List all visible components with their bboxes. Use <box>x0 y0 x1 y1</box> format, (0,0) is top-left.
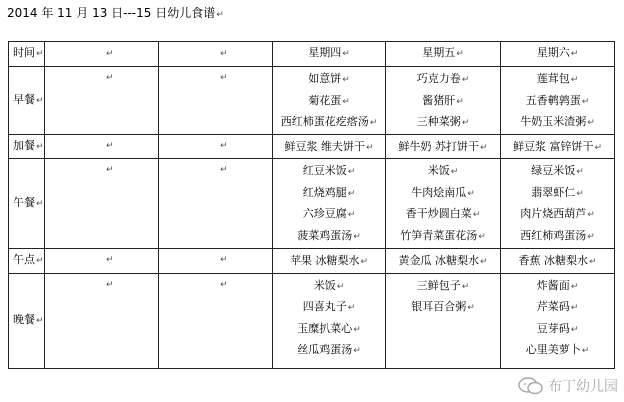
return-mark-icon: ↵ <box>106 140 114 151</box>
food-item <box>386 112 500 134</box>
food-cell-saturday <box>501 67 615 135</box>
food-item-text: 玉糜扒菜心 <box>297 321 353 335</box>
food-item-text: 五香鹌鹑蛋 <box>525 93 581 107</box>
header-empty-cell <box>45 42 159 67</box>
empty-cell <box>45 249 159 274</box>
return-mark-icon: ↵ <box>369 118 378 128</box>
empty-cell <box>159 134 273 159</box>
return-mark-icon: ↵ <box>36 95 44 106</box>
food-item-text: 西红柿蛋花疙瘩汤 <box>280 115 369 128</box>
return-mark-icon: ↵ <box>478 231 486 242</box>
return-mark-icon: ↵ <box>106 165 114 175</box>
food-cell-friday <box>386 134 501 159</box>
return-mark-icon: ↵ <box>461 281 470 292</box>
food-item <box>386 161 500 183</box>
food-cell-saturday <box>501 273 615 368</box>
return-mark-icon: ↵ <box>456 49 464 60</box>
food-cell-thursday <box>273 67 386 135</box>
food-item-text: 丝瓜鸡蛋汤 <box>297 343 353 356</box>
header-row <box>9 42 615 67</box>
return-mark-icon: ↵ <box>479 257 488 267</box>
return-mark-icon: ↵ <box>461 118 470 128</box>
food-item <box>501 91 614 113</box>
food-item-text: 红烧鸡腿 <box>302 185 347 199</box>
return-mark-icon: ↵ <box>360 257 369 267</box>
return-mark-icon: ↵ <box>570 324 579 335</box>
time-label: 时间 <box>13 46 35 60</box>
return-mark-icon: ↵ <box>461 75 470 85</box>
return-mark-icon: ↵ <box>220 255 228 265</box>
return-mark-icon: ↵ <box>353 231 361 242</box>
return-mark-icon: ↵ <box>336 281 345 292</box>
return-mark-icon: ↵ <box>467 303 475 313</box>
meal-row-lunch <box>9 159 615 249</box>
food-item <box>273 161 385 183</box>
food-item-text: 如意饼 <box>308 72 342 85</box>
empty-cell <box>159 273 273 368</box>
return-mark-icon: ↵ <box>570 303 579 313</box>
food-item-text: 银耳百合粥 <box>411 300 467 313</box>
return-mark-icon: ↵ <box>220 140 228 151</box>
day-label: 星期四 <box>308 46 342 60</box>
return-mark-icon: ↵ <box>36 49 44 60</box>
food-item-text: 炸酱面 <box>536 278 570 292</box>
return-mark-icon: ↵ <box>450 167 459 177</box>
food-item-text: 芹菜码 <box>536 300 570 313</box>
food-item-text: 牛奶玉米渣粥 <box>520 115 587 128</box>
title-text: 2014 年 11 月 13 日---15 日幼儿食谱 <box>7 6 216 20</box>
day-label: 星期五 <box>422 46 456 60</box>
food-cell-thursday <box>273 159 386 249</box>
empty-cell <box>159 159 273 249</box>
food-item-text: 牛肉烩南瓜 <box>411 185 467 199</box>
food-item-text: 鲜豆浆 维夫饼干 <box>284 139 365 153</box>
food-cell-saturday <box>501 159 615 249</box>
food-cell-friday <box>386 67 501 135</box>
food-item-text: 西红柿鸡蛋汤 <box>520 228 587 242</box>
return-mark-icon: ↵ <box>347 303 356 313</box>
food-item <box>501 137 614 159</box>
food-item <box>386 204 500 226</box>
return-mark-icon: ↵ <box>570 281 579 292</box>
food-item-text: 六珍豆腐 <box>302 207 347 220</box>
food-item-text: 莲茸包 <box>536 72 570 85</box>
food-cell-friday <box>386 273 501 368</box>
return-mark-icon: ↵ <box>576 188 584 199</box>
food-item <box>501 183 614 205</box>
food-item-text: 三种菜粥 <box>416 115 461 128</box>
food-cell-thursday <box>273 249 386 274</box>
food-item <box>273 91 385 113</box>
food-item-text: 鲜牛奶 苏打饼干 <box>398 139 479 153</box>
food-item <box>273 112 385 134</box>
food-item <box>501 226 614 248</box>
meal-label: 午餐 <box>13 195 35 209</box>
return-mark-icon: ↵ <box>342 75 350 85</box>
meal-label: 午点 <box>13 253 35 266</box>
meal-label-cell <box>9 159 45 249</box>
return-mark-icon: ↵ <box>347 167 356 177</box>
return-mark-icon: ↵ <box>106 255 114 265</box>
food-item-text: 黄金瓜 冰糖梨水 <box>398 254 479 267</box>
return-mark-icon: ↵ <box>220 73 228 83</box>
food-item <box>273 276 385 298</box>
return-mark-icon: ↵ <box>220 165 228 175</box>
return-mark-icon: ↵ <box>106 73 114 83</box>
food-item-text: 菊花蛋 <box>308 93 342 107</box>
return-mark-icon: ↵ <box>581 346 590 356</box>
food-item <box>273 226 385 248</box>
return-mark-icon: ↵ <box>587 118 595 128</box>
return-mark-icon: ↵ <box>587 210 595 220</box>
food-item-text: 巧克力卷 <box>416 72 461 85</box>
food-item <box>386 91 500 113</box>
food-item <box>386 276 500 298</box>
food-item-text: 心里美萝卜 <box>525 343 581 356</box>
food-item <box>273 251 385 273</box>
meal-label-cell <box>9 249 45 274</box>
header-empty-cell <box>159 42 273 67</box>
watermark <box>518 376 618 396</box>
return-mark-icon: ↵ <box>594 142 603 153</box>
return-mark-icon: ↵ <box>220 49 228 60</box>
empty-cell <box>45 273 159 368</box>
meal-label: 晚餐 <box>13 312 35 326</box>
header-day-saturday <box>501 42 615 67</box>
return-mark-icon: ↵ <box>588 257 597 267</box>
meal-row-snack <box>9 134 615 159</box>
meal-label-cell <box>9 273 45 368</box>
food-item <box>501 69 614 91</box>
return-mark-icon: ↵ <box>467 188 475 199</box>
header-time-cell <box>9 42 45 67</box>
food-item-text: 红豆米饭 <box>302 164 347 177</box>
return-mark-icon: ↵ <box>570 75 579 85</box>
food-item <box>273 137 385 159</box>
return-mark-icon: ↵ <box>216 10 224 20</box>
empty-cell <box>45 134 159 159</box>
return-mark-icon: ↵ <box>587 231 595 242</box>
food-item <box>273 340 385 362</box>
food-item-text: 三鲜包子 <box>416 278 461 292</box>
food-item <box>386 226 500 248</box>
document-title <box>7 4 224 21</box>
meal-row-dinner <box>9 273 615 368</box>
food-item-text: 菠菜鸡蛋汤 <box>297 228 353 242</box>
food-item <box>501 340 614 362</box>
food-item <box>273 297 385 319</box>
meal-label: 加餐 <box>13 138 35 152</box>
return-mark-icon: ↵ <box>106 279 114 290</box>
empty-cell <box>45 67 159 135</box>
return-mark-icon: ↵ <box>456 96 464 107</box>
food-item <box>386 297 500 319</box>
meal-label-cell <box>9 67 45 135</box>
return-mark-icon: ↵ <box>342 96 350 107</box>
return-mark-icon: ↵ <box>36 315 44 326</box>
food-item <box>501 161 614 183</box>
food-item-text: 四喜丸子 <box>302 300 347 313</box>
food-item <box>386 137 500 159</box>
empty-cell <box>159 67 273 135</box>
food-item-text: 豆芽码 <box>536 321 570 335</box>
meal-label: 早餐 <box>13 92 35 106</box>
return-mark-icon: ↵ <box>36 256 44 266</box>
return-mark-icon: ↵ <box>106 49 114 60</box>
food-cell-saturday <box>501 249 615 274</box>
food-item <box>501 319 614 341</box>
return-mark-icon: ↵ <box>220 279 228 290</box>
food-item-text: 绿豆米饭 <box>531 164 576 177</box>
food-item <box>386 183 500 205</box>
day-label: 星期六 <box>536 46 570 60</box>
food-item <box>501 251 614 273</box>
food-item-text: 香干炒圆白菜 <box>405 207 472 220</box>
header-day-friday <box>386 42 501 67</box>
food-item-text: 米饭 <box>313 278 336 292</box>
meal-label-cell <box>9 134 45 159</box>
food-item <box>273 204 385 226</box>
food-item-text: 肉片烧西葫芦 <box>520 207 587 220</box>
food-cell-friday <box>386 159 501 249</box>
food-item <box>273 319 385 341</box>
return-mark-icon: ↵ <box>353 324 361 335</box>
return-mark-icon: ↵ <box>479 142 488 153</box>
food-cell-friday <box>386 249 501 274</box>
return-mark-icon: ↵ <box>365 142 374 153</box>
return-mark-icon: ↵ <box>353 346 361 356</box>
food-item <box>386 251 500 273</box>
food-item <box>501 276 614 298</box>
food-item-text: 酱猪肝 <box>422 93 456 107</box>
menu-table <box>8 41 615 369</box>
food-item <box>273 69 385 91</box>
return-mark-icon: ↵ <box>581 96 590 107</box>
return-mark-icon: ↵ <box>347 210 356 220</box>
food-cell-saturday <box>501 134 615 159</box>
food-item-text: 翡翠虾仁 <box>531 185 576 199</box>
food-item <box>501 297 614 319</box>
food-item-text: 米饭 <box>427 164 450 177</box>
food-item-text: 竹笋青菜蛋花汤 <box>400 228 478 242</box>
chat-bubble-icon <box>518 376 544 396</box>
food-item <box>273 183 385 205</box>
food-item-text: 香蕉 冰糖梨水 <box>518 254 588 267</box>
food-item <box>386 69 500 91</box>
meal-row-afternoon-snack <box>9 249 615 274</box>
food-item <box>501 112 614 134</box>
food-cell-thursday <box>273 273 386 368</box>
meal-row-breakfast <box>9 67 615 135</box>
return-mark-icon: ↵ <box>36 198 44 209</box>
food-item <box>501 204 614 226</box>
food-item-text: 鲜豆浆 富锌饼干 <box>512 139 594 153</box>
return-mark-icon: ↵ <box>472 210 481 220</box>
return-mark-icon: ↵ <box>347 188 356 199</box>
watermark-text: 布丁幼儿园 <box>548 379 618 395</box>
food-item-text: 苹果 冰糖梨水 <box>289 254 360 267</box>
return-mark-icon: ↵ <box>342 49 350 60</box>
return-mark-icon: ↵ <box>576 167 584 177</box>
header-day-thursday <box>273 42 386 67</box>
return-mark-icon: ↵ <box>570 49 579 60</box>
empty-cell <box>45 159 159 249</box>
empty-cell <box>159 249 273 274</box>
return-mark-icon: ↵ <box>36 141 44 152</box>
food-cell-thursday <box>273 134 386 159</box>
